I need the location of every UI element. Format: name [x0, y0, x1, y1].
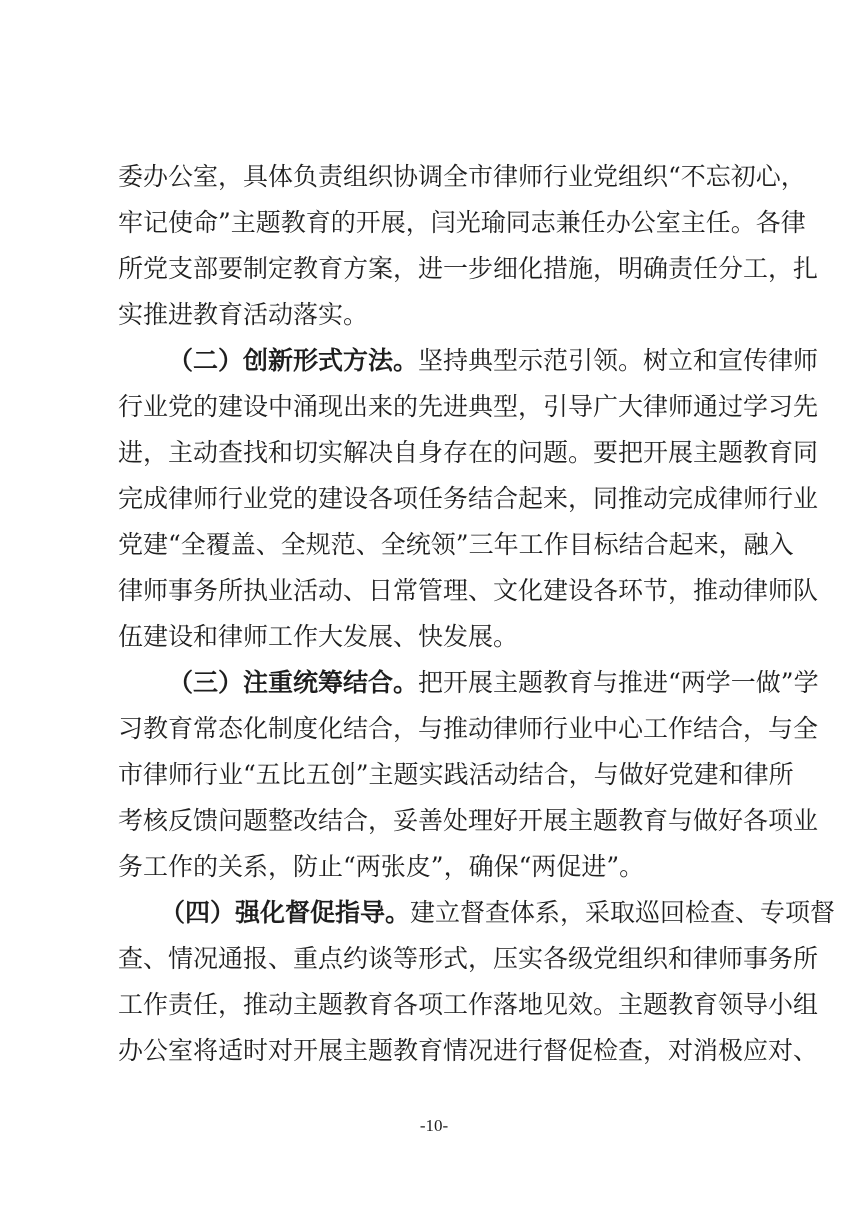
paragraph-line: 查、情况通报、重点约谈等形式，压实各级党组织和律师事务所 — [118, 944, 819, 973]
paragraph-line: 伍建设和律师工作大发展、快发展。 — [118, 622, 519, 651]
paragraph-line: 律师事务所执业活动、日常管理、文化建设各环节，推动律师队 — [118, 576, 819, 605]
section-heading: （四）强化督促指导。 — [160, 898, 411, 927]
paragraph-line: 办公室将适时对开展主题教育情况进行督促检查，对消极应对、 — [118, 1036, 819, 1065]
paragraph-line: 实推进教育活动落实。 — [118, 300, 369, 329]
paragraph-line: 考核反馈问题整改结合，妥善处理好开展主题教育与做好各项业 — [118, 806, 819, 835]
section-heading: （三）注重统筹结合。 — [168, 668, 419, 697]
paragraph-line: （四）强化督促指导。建立督查体系，采取巡回检查、专项督 — [160, 898, 836, 927]
paragraph-line: 党建“全覆盖、全规范、全统领”三年工作目标结合起来，融入 — [118, 530, 794, 559]
paragraph-line: 工作责任，推动主题教育各项工作落地见效。主题教育领导小组 — [118, 990, 819, 1019]
paragraph-line: 行业党的建设中涌现出来的先进典型，引导广大律师通过学习先 — [118, 392, 819, 421]
paragraph-line: 完成律师行业党的建设各项任务结合起来，同推动完成律师行业 — [118, 484, 819, 513]
paragraph-line: （二）创新形式方法。坚持典型示范引领。树立和宣传律师 — [168, 346, 819, 375]
paragraph-line: 牢记使命”主题教育的开展，闫光瑜同志兼任办公室主任。各律 — [118, 208, 806, 237]
paragraph-line: 进，主动查找和切实解决自身存在的问题。要把开展主题教育同 — [118, 438, 819, 467]
paragraph-line: （三）注重统筹结合。把开展主题教育与推进“两学一做”学 — [168, 668, 819, 697]
paragraph-line: 所党支部要制定教育方案，进一步细化措施，明确责任分工，扎 — [118, 254, 819, 283]
paragraph-line: 市律师行业“五比五创”主题实践活动结合，与做好党建和律所 — [118, 760, 794, 789]
section-heading: （二）创新形式方法。 — [168, 346, 419, 375]
page-number: -10- — [419, 1116, 449, 1135]
paragraph-line: 委办公室，具体负责组织协调全市律师行业党组织“不忘初心， — [118, 162, 806, 191]
paragraph-line: 务工作的关系，防止“两张皮”，确保“两促进”。 — [118, 852, 645, 881]
paragraph-line: 习教育常态化制度化结合，与推动律师行业中心工作结合，与全 — [118, 714, 819, 743]
